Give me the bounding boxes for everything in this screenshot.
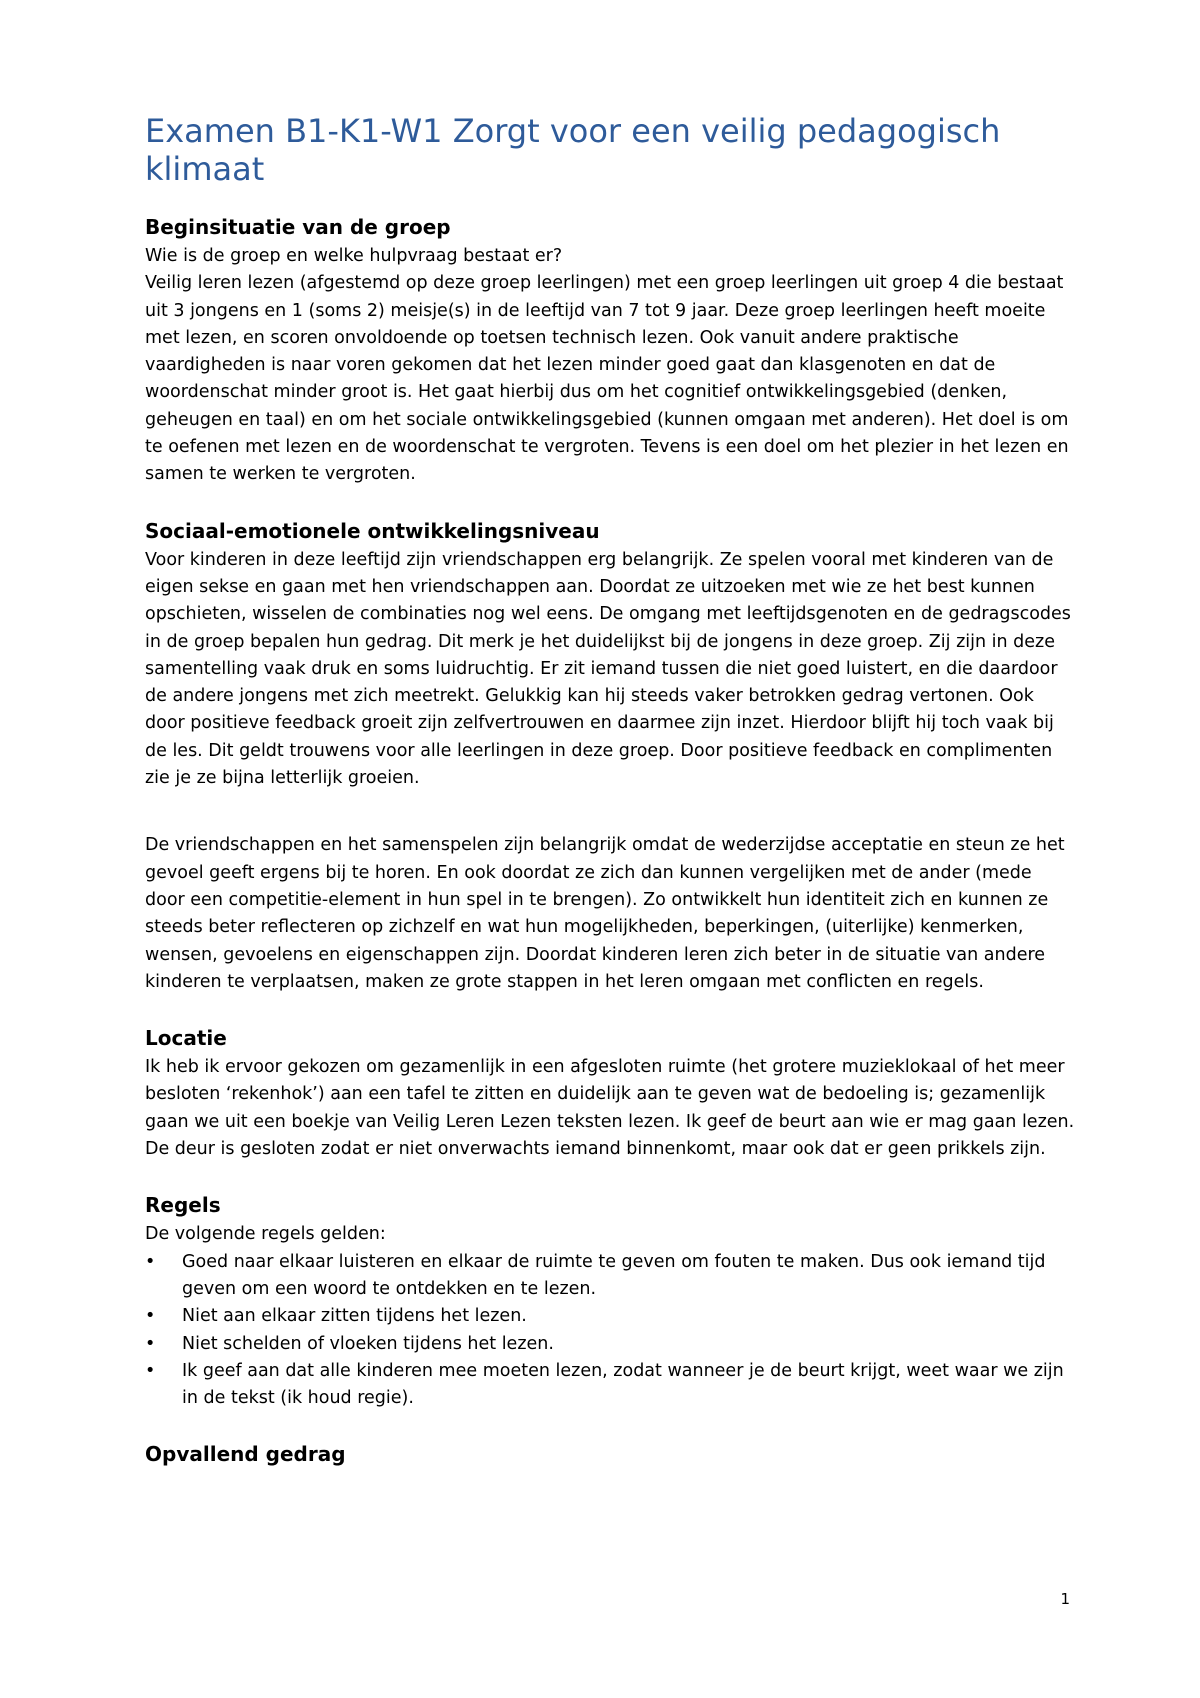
section-sociaal-emotioneel bbox=[145, 518, 1075, 996]
paragraph-sociaal-1: Voor kinderen in deze leeftijd zijn vriendschappen erg belangrijk. Ze spelen vooral met kinderen van de eigen sekse en gaan met hen vriendschappen aan. Doordat ze uitzoeken met wie ze het best kunnen opschieten, wisselen de combinaties nog wel eens. De omgang met leeftijdsgenoten en de gedragscodes in de groep bepalen hun gedrag. Dit merk je het duidelijkst bij de jongens in deze groep. Zij zijn in deze samentelling vaak druk en soms luidruchtig. Er zit iemand tussen die niet goed luistert, en die daardoor de andere jongens met zich meetrekt. Gelukkig kan hij steeds vaker betrokken gedrag vertonen. Ook door positieve feedback groeit zijn zelfvertrouwen en daarmee zijn inzet. Hierdoor blijft hij toch vaak bij de les. Dit geldt trouwens voor alle leerlingen in deze groep. Door positieve feedback en complimenten zie je ze bijna letterlijk groeien. bbox=[145, 549, 1071, 789]
heading-beginsituatie: Beginsituatie van de groep bbox=[145, 215, 451, 239]
list-item bbox=[145, 1249, 1075, 1304]
regels-list bbox=[145, 1249, 1075, 1413]
section-locatie bbox=[145, 1025, 1075, 1163]
heading-regels: Regels bbox=[145, 1193, 221, 1218]
section-regels bbox=[145, 1192, 1075, 1412]
list-item-text: Ik geef aan dat alle kinderen mee moeten lezen, zodat wanneer je de beurt krijgt, weet waar we zijn in de tekst (ik houd regie). bbox=[182, 1360, 1064, 1409]
paragraph-beginsituatie: Veilig leren lezen (afgestemd op deze groep leerlingen) met een groep leerlingen uit groep 4 die bestaat uit 3 jongens en 1 (soms 2) meisje(s) in de leeftijd van 7 tot 9 jaar. Deze groep leerlingen heeft moeite met lezen, en scoren onvoldoende op toetsen technisch lezen. Ook vanuit andere praktische vaardigheden is naar voren gekomen dat het lezen minder goed gaat dan klasgenoten en dat de woordenschat minder groot is. Het gaat hierbij dus om het cognitief ontwikkelingsgebied (denken, geheugen en taal) en om het sociale ontwikkelingsgebied (kunnen omgaan met anderen). Het doel is om te oefenen met lezen en de woordenschat te vergroten. Tevens is een doel om het plezier in het lezen en samen te werken te vergroten. bbox=[145, 273, 1069, 485]
document-title: Examen B1-K1-W1 Zorgt voor een veilig pedagogisch klimaat bbox=[145, 112, 1001, 188]
list-item-text: Niet schelden of vloeken tijdens het lezen. bbox=[182, 1333, 554, 1354]
paragraph-sociaal-2: De vriendschappen en het samenspelen zijn belangrijk omdat de wederzijdse acceptatie en steun ze het gevoel geeft ergens bij te horen. En ook doordat ze zich dan kunnen vergelijken met de ander (mede door een competitie-element in hun spel in te brengen). Zo ontwikkelt hun identiteit zich en kunnen ze steeds beter reflecteren op zichzelf en wat hun mogelijkheden, beperkingen, (uiterlijke) kenmerken, wensen, gevoelens en eigenschappen zijn. Doordat kinderen leren zich beter in de situatie van andere kinderen te verplaatsen, maken ze grote stappen in het leren omgaan met conflicten en regels. bbox=[145, 835, 1065, 992]
page-number: 1 bbox=[1060, 1590, 1070, 1608]
bullet-icon: • bbox=[145, 1333, 156, 1354]
list-item-text: Goed naar elkaar luisteren en elkaar de ruimte te geven om fouten te maken. Dus ook iemand tijd geven om een woord te ontdekken en te lezen. bbox=[182, 1251, 1046, 1299]
bullet-icon: • bbox=[145, 1360, 156, 1381]
heading-sociaal-emotioneel: Sociaal-emotionele ontwikkelingsniveau bbox=[145, 518, 600, 543]
list-item bbox=[145, 1331, 1075, 1358]
list-item bbox=[145, 1303, 1075, 1330]
page-content bbox=[145, 112, 1075, 1496]
section-opvallend-gedrag bbox=[145, 1441, 1075, 1467]
question-text: Wie is de groep en welke hulpvraag bestaat er? bbox=[145, 246, 563, 266]
section-beginsituatie bbox=[145, 214, 1075, 489]
bullet-icon: • bbox=[145, 1306, 156, 1327]
list-item-text: Niet aan elkaar zitten tijdens het lezen. bbox=[182, 1306, 527, 1327]
bullet-icon: • bbox=[145, 1251, 156, 1272]
regels-intro: De volgende regels gelden: bbox=[145, 1224, 386, 1245]
list-item bbox=[145, 1358, 1075, 1413]
heading-locatie: Locatie bbox=[145, 1026, 227, 1051]
paragraph-locatie: Ik heb ik ervoor gekozen om gezamenlijk in een afgesloten ruimte (het grotere muzieklokaal of het meer besloten ‘rekenhok’) aan een tafel te zitten en duidelijk aan te geven wat de bedoeling is; gezamenlijk gaan we uit een boekje van Veilig Leren Lezen teksten lezen. Ik geef de beurt aan wie er mag gaan lezen. De deur is gesloten zodat er niet onverwachts iemand binnenkomt, maar ook dat er geen prikkels zijn. bbox=[145, 1057, 1075, 1160]
heading-opvallend-gedrag: Opvallend gedrag bbox=[145, 1442, 346, 1467]
